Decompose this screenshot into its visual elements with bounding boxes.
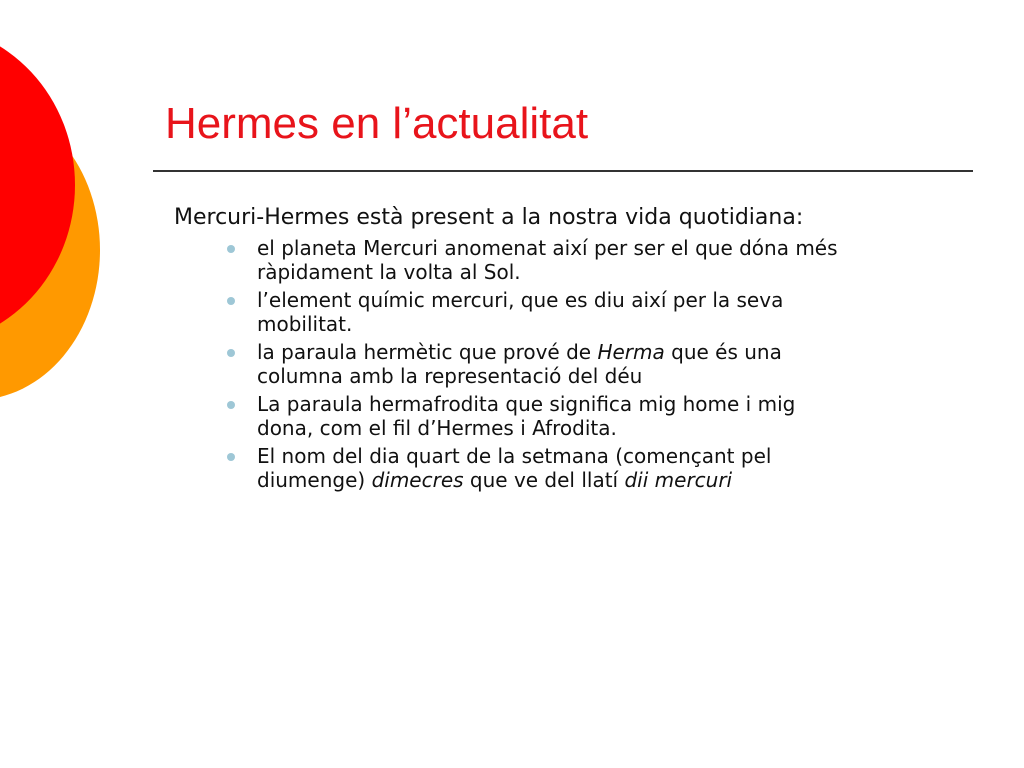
bullet-line: dona, com el fil d’Hermes i Afrodita. [257,416,617,440]
list-item [174,340,974,388]
bullet-text: que és una [664,340,782,364]
bullet-line: El nom del dia quart de la setmana (començant pel [257,444,772,468]
list-item [174,444,974,492]
bullet-text: diumenge) [257,468,372,492]
slide-title: Hermes en l’actualitat [165,99,589,148]
bullet-line: el planeta Mercuri anomenat així per ser el que dóna més [257,236,838,260]
bullet-line: La paraula hermafrodita que significa mig home i mig [257,392,796,416]
list-item [174,236,974,284]
bullet-icon [227,349,235,357]
list-item [174,288,974,336]
bullet-list [174,236,974,492]
bullet-icon [227,245,235,253]
bullet-icon [227,401,235,409]
bullet-line [257,468,974,492]
bullet-line [257,340,974,364]
bullet-text: la paraula hermètic que prové de [257,340,598,364]
italic-term: dimecres [371,468,464,492]
bullet-line: l’element químic mercuri, que es diu així per la seva [257,288,784,312]
italic-term: Herma [597,340,665,364]
title-divider [153,170,973,172]
intro-text: Mercuri-Hermes està present a la nostra vida quotidiana: [174,205,804,230]
bullet-line: columna amb la representació del déu [257,364,643,388]
italic-term: dii mercuri [624,468,733,492]
bullet-icon [227,297,235,305]
bullet-text: que ve del llatí [463,468,625,492]
slide-body [174,203,974,496]
bullet-line: mobilitat. [257,312,353,336]
list-item [174,392,974,440]
bullet-line: ràpidament la volta al Sol. [257,260,521,284]
bullet-icon [227,453,235,461]
